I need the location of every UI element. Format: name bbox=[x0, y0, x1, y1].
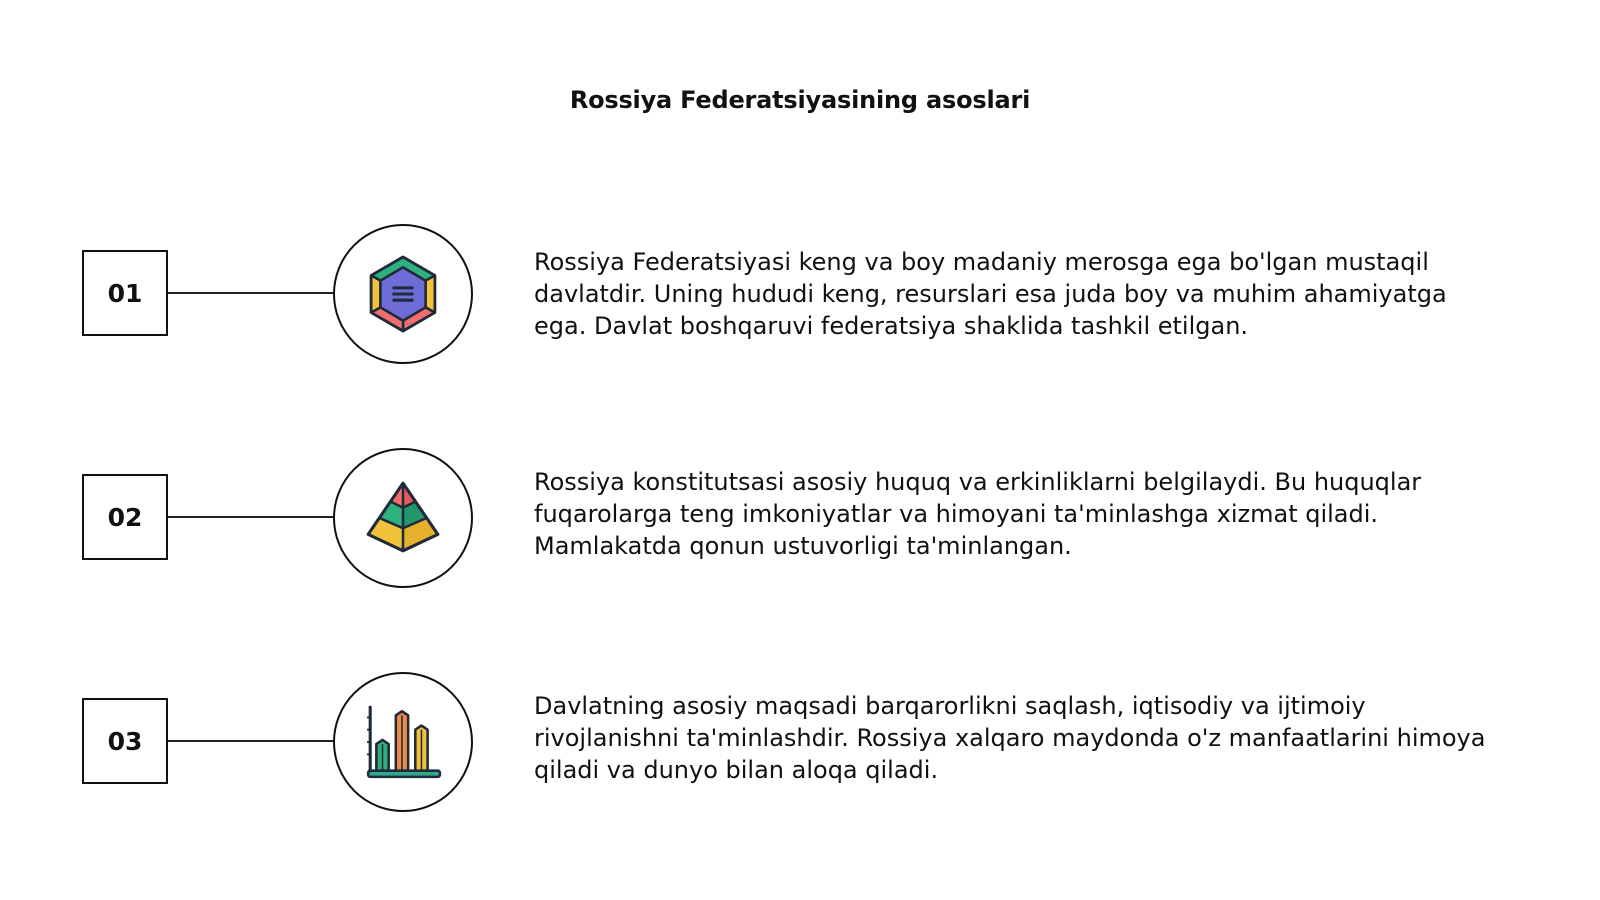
page-title: Rossiya Federatsiyasining asoslari bbox=[569, 86, 1031, 114]
step-number-box: 02 bbox=[82, 474, 168, 560]
hexagon-document-icon bbox=[362, 253, 444, 335]
item-description: Davlatning asosiy maqsadi barqarorlikni saqlash, iqtisodiy va ijtimoiy rivojlanishni ta'minlashdir. Rossiya xalqaro maydonda o'z manfaatlarini himoya qiladi va dunyo bilan aloqa qiladi. bbox=[534, 692, 1486, 784]
item-description: Rossiya Federatsiyasi keng va boy madaniy merosga ega bo'lgan mustaqil davlatdir. Uning hududi keng, resurslari esa juda boy va muhim ahamiyatga ega. Davlat boshqaruvi federatsiya shaklida tashkil etilgan. bbox=[534, 248, 1447, 340]
list-item bbox=[0, 448, 1600, 588]
step-number-box: 01 bbox=[82, 250, 168, 336]
bar-chart-icon bbox=[362, 701, 444, 783]
icon-circle bbox=[333, 672, 473, 812]
list-item bbox=[0, 224, 1600, 364]
connector-line bbox=[168, 740, 334, 742]
connector-line bbox=[168, 292, 334, 294]
list-item bbox=[0, 672, 1600, 812]
step-number-box: 03 bbox=[82, 698, 168, 784]
icon-circle bbox=[333, 448, 473, 588]
connector-line bbox=[168, 516, 334, 518]
pyramid-icon bbox=[362, 477, 444, 559]
icon-circle bbox=[333, 224, 473, 364]
item-description: Rossiya konstitutsasi asosiy huquq va erkinliklarni belgilaydi. Bu huquqlar fuqarolarga teng imkoniyatlar va himoyani ta'minlashga xizmat qiladi. Mamlakatda qonun ustuvorligi ta'minlangan. bbox=[534, 468, 1422, 560]
